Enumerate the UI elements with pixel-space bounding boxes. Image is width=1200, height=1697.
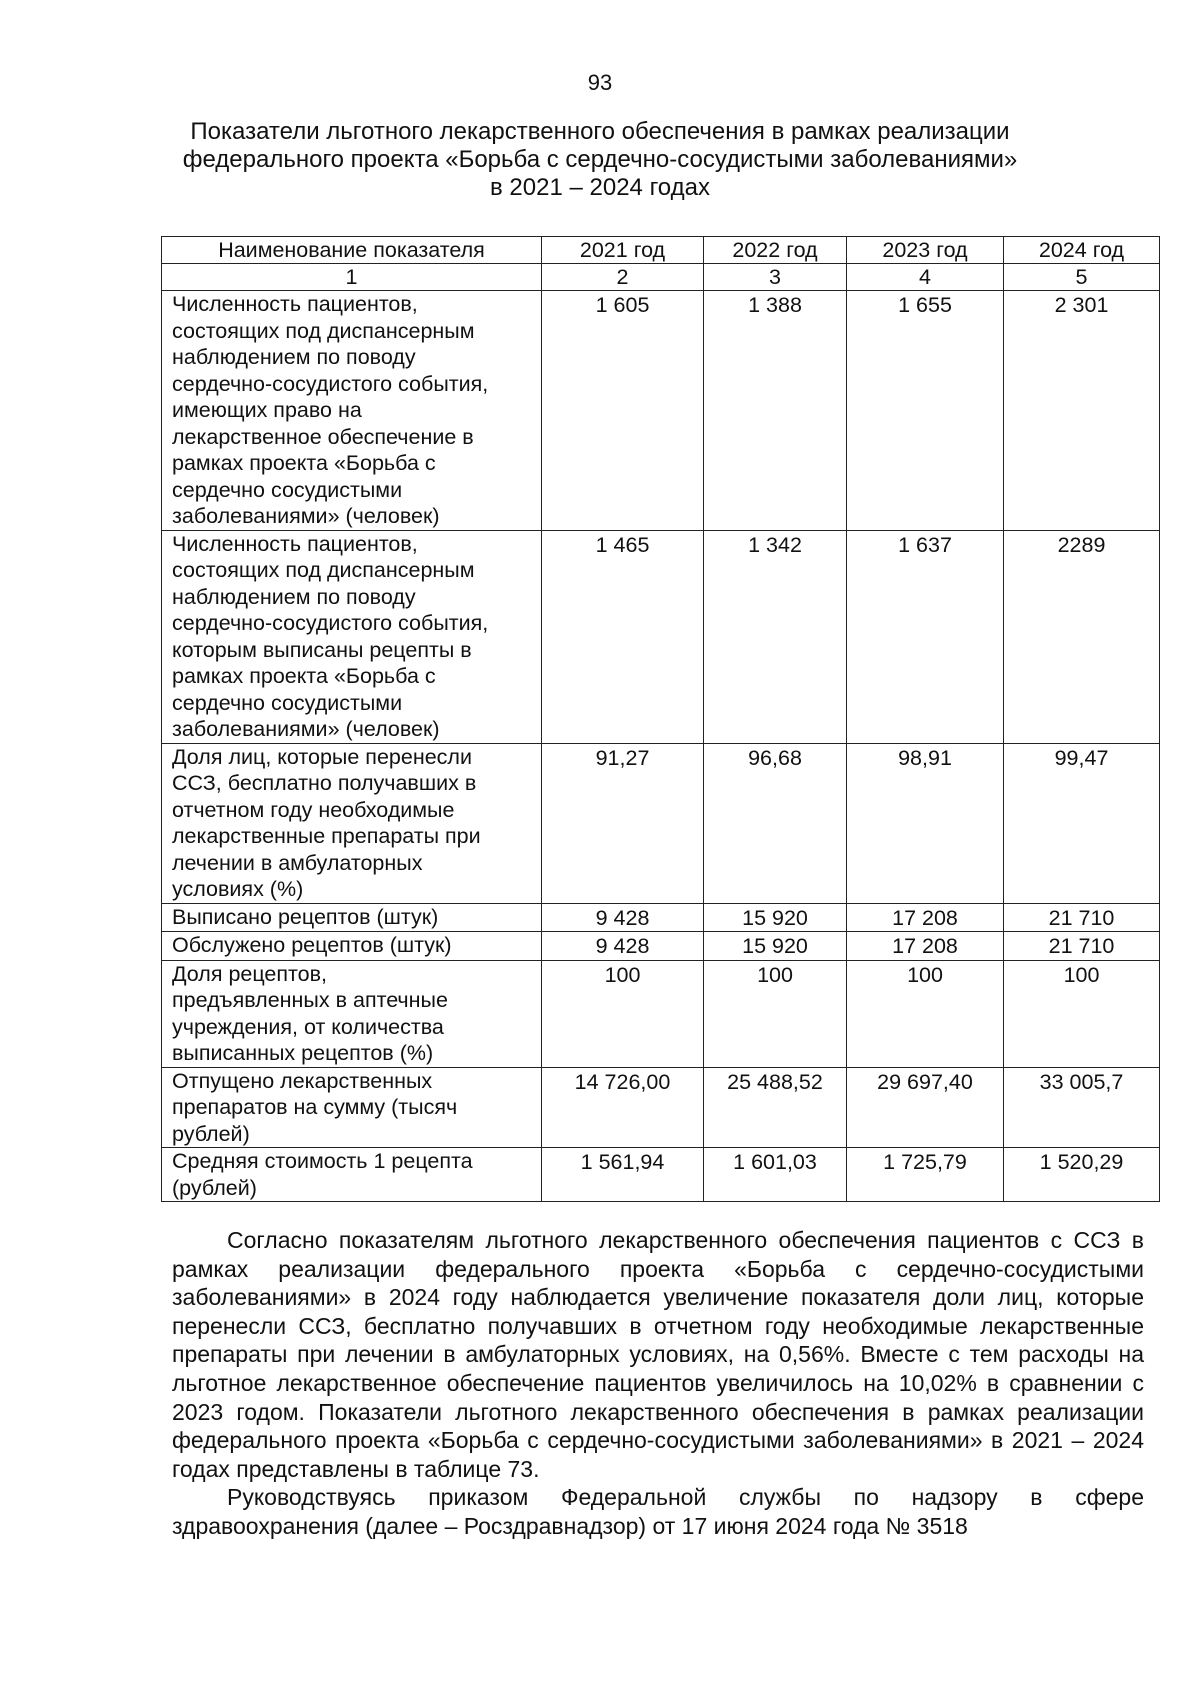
indicator-name-line: лечении в амбулаторных: [172, 850, 423, 875]
column-header: 2022 год: [704, 237, 847, 264]
indicator-name-line: Доля рецептов,: [172, 961, 327, 986]
indicator-name-line: (рублей): [172, 1175, 257, 1200]
indicator-value: 91,27: [542, 743, 704, 903]
indicator-name-line: состоящих под диспансерным: [172, 558, 475, 582]
indicator-name-line: Отпущено лекарственных: [172, 1068, 433, 1093]
indicator-name-line: заболеваниями» (человек): [172, 717, 440, 741]
table-row: [162, 530, 1160, 743]
column-header: 2023 год: [847, 237, 1004, 264]
indicator-value: 1 561,94: [542, 1148, 704, 1202]
indicator-name-line: Численность пациентов,: [172, 292, 418, 316]
indicator-value: 1 342: [704, 530, 847, 743]
indicator-value: 1 637: [847, 530, 1004, 743]
document-title: [150, 118, 1050, 202]
indicator-value: 1 605: [542, 291, 704, 531]
indicator-value: 25 488,52: [704, 1067, 847, 1148]
indicator-value: 1 520,29: [1004, 1148, 1160, 1202]
indicator-value: 1 725,79: [847, 1148, 1004, 1202]
indicator-name-line: учреждения, от количества: [172, 1014, 444, 1039]
indicator-value: 99,47: [1004, 743, 1160, 903]
indicator-value: 9 428: [542, 903, 704, 932]
indicator-value: 17 208: [847, 903, 1004, 932]
column-header: Наименование показателя: [162, 237, 542, 264]
indicator-name-line: лекарственные препараты при: [172, 824, 481, 848]
title-line: федерального проекта «Борьба с сердечно-сосудистыми заболеваниями»: [182, 146, 1018, 173]
indicators-table: [161, 236, 1160, 1202]
indicator-value: 17 208: [847, 932, 1004, 961]
table-row: [162, 1148, 1160, 1202]
indicator-name-line: Выписано рецептов (штук): [172, 904, 439, 929]
indicator-name-line: заболеваниями» (человек): [172, 504, 440, 528]
indicator-name: [162, 743, 542, 903]
column-index-row: [162, 264, 1160, 291]
indicator-name: [162, 960, 542, 1067]
column-index: 5: [1004, 264, 1160, 291]
paragraph: Согласно показателям льготного лекарственного обеспечения пациентов с ССЗ в рамках реализации федерального проекта «Борьба с сердечно-сосудистыми заболеваниями» в 2024 году наблюдается увеличение показателя доли лиц, которые перенесли ССЗ, бесплатно получавших в отчетном году необходимые лекарственные препараты при лечении в амбулаторных условиях, на 0,56%. Вместе с тем расходы на льготное лекарственное обеспечение пациентов увеличилось на 10,02% в сравнении с 2023 годом. Показатели льготного лекарственного обеспечения в рамках реализации федерального проекта «Борьба с сердечно-сосудистыми заболеваниями» в 2021 – 2024 годах представлены в таблице 73.: [172, 1227, 1144, 1482]
indicator-name-line: сердечно-сосудистого события,: [172, 371, 489, 396]
column-header: 2021 год: [542, 237, 704, 264]
indicator-name: [162, 932, 542, 961]
indicator-name-line: условиях (%): [172, 877, 304, 901]
table-row: [162, 903, 1160, 932]
indicator-name: [162, 530, 542, 743]
indicator-name-line: выписанных рецептов (%): [172, 1041, 434, 1065]
indicator-value: 96,68: [704, 743, 847, 903]
column-index: 3: [704, 264, 847, 291]
indicator-value: 100: [1004, 960, 1160, 1067]
indicator-name-line: Численность пациентов,: [172, 531, 418, 556]
indicator-name-line: сердечно-сосудистого события,: [172, 611, 489, 635]
paragraph: Руководствуясь приказом Федеральной службы по надзору в сфере здравоохранения (далее – Росздравнадзор) от 17 июня 2024 года № 3518: [172, 1484, 1144, 1539]
indicator-value: 100: [704, 960, 847, 1067]
column-index: 2: [542, 264, 704, 291]
indicator-name-line: рамках проекта «Борьба с: [172, 664, 436, 688]
indicator-name-line: ССЗ, бесплатно получавших в: [172, 771, 477, 795]
indicator-name-line: которым выписаны рецепты в: [172, 637, 472, 662]
indicator-value: 98,91: [847, 743, 1004, 903]
indicator-value: 100: [847, 960, 1004, 1067]
indicator-name: [162, 1148, 542, 1202]
indicator-value: 1 655: [847, 291, 1004, 531]
table-row: [162, 960, 1160, 1067]
indicator-value: 1 465: [542, 530, 704, 743]
title-line: Показатели льготного лекарственного обеспечения в рамках реализации: [190, 118, 1010, 145]
indicator-value: 15 920: [704, 903, 847, 932]
indicator-name-line: Средняя стоимость 1 рецепта: [172, 1149, 473, 1173]
title-line: в 2021 – 2024 годах: [490, 174, 710, 201]
column-index: 1: [162, 264, 542, 291]
indicator-name: [162, 1067, 542, 1148]
indicator-name-line: предъявленных в аптечные: [172, 988, 448, 1012]
body-text: [172, 1226, 1144, 1541]
indicator-value: 1 601,03: [704, 1148, 847, 1202]
indicator-value: 15 920: [704, 932, 847, 961]
indicator-name-line: лекарственное обеспечение в: [172, 424, 474, 449]
indicator-value: 29 697,40: [847, 1067, 1004, 1148]
indicator-value: 33 005,7: [1004, 1067, 1160, 1148]
indicator-name: [162, 291, 542, 531]
indicator-name: [162, 903, 542, 932]
indicator-value: 1 388: [704, 291, 847, 531]
indicator-value: 21 710: [1004, 903, 1160, 932]
table-row: [162, 1067, 1160, 1148]
column-index: 4: [847, 264, 1004, 291]
indicator-name-line: рублей): [172, 1121, 250, 1146]
indicator-name-line: сердечно сосудистыми: [172, 477, 403, 502]
indicator-value: 100: [542, 960, 704, 1067]
indicator-name-line: отчетном году необходимые: [172, 797, 455, 822]
indicator-value: 2 301: [1004, 291, 1160, 531]
indicator-name-line: состоящих под диспансерным: [172, 318, 475, 343]
indicator-name-line: сердечно сосудистыми: [172, 690, 403, 715]
table-row: [162, 743, 1160, 903]
indicator-name-line: препаратов на сумму (тысяч: [172, 1095, 458, 1119]
indicator-value: 9 428: [542, 932, 704, 961]
column-header: 2024 год: [1004, 237, 1160, 264]
indicator-value: 14 726,00: [542, 1067, 704, 1148]
indicator-name-line: имеющих право на: [172, 398, 362, 422]
table-row: [162, 291, 1160, 531]
indicator-value: 2289: [1004, 530, 1160, 743]
indicator-name-line: Обслужено рецептов (штук): [172, 933, 452, 957]
indicator-name-line: наблюдением по поводу: [172, 345, 416, 369]
table-header-row: [162, 237, 1160, 264]
indicator-value: 21 710: [1004, 932, 1160, 961]
indicator-name-line: Доля лиц, которые перенесли: [172, 744, 472, 769]
table-row: [162, 932, 1160, 961]
indicator-name-line: рамках проекта «Борьба с: [172, 451, 436, 475]
page-number: 93: [587, 70, 613, 95]
indicator-name-line: наблюдением по поводу: [172, 584, 416, 609]
